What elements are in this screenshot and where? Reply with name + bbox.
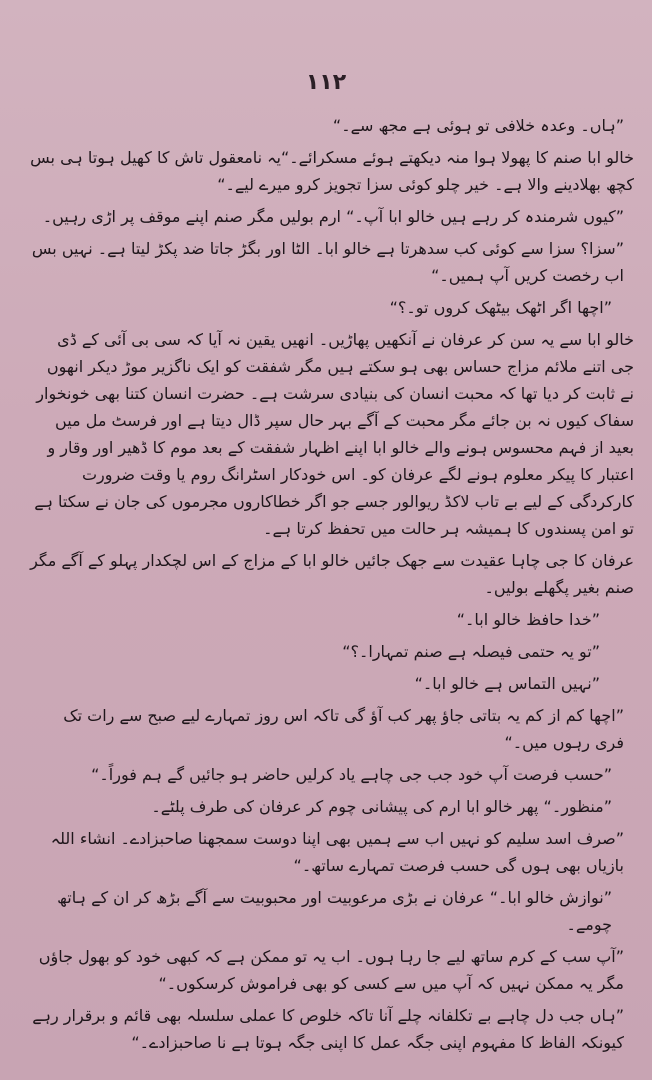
page-body-text (30, 112, 634, 1061)
paragraph-5: ”اچھا اگر اٹھک بیٹھک کروں تو۔؟“ (389, 298, 612, 317)
paragraph-12: ”حسب فرصت آپ خود جب جی چاہے یاد کرلیں حاضر ہو جائیں گے ہم فوراً۔“ (91, 765, 612, 784)
paragraph-11: ”اچھا کم از کم یہ بتاتی جاؤ پھر کب آؤ گی تاکہ اس روز تمہارے لیے صبح سے رات تک فری رہوں میں۔“ (63, 706, 624, 752)
paragraph-10: ”نہیں التماس ہے خالو ابا۔“ (414, 674, 600, 693)
paragraph-2: خالو ابا صنم کا پھولا ہوا منہ دیکھتے ہوئے مسکرائے۔“یہ نامعقول تاش کا کھیل ہوتا ہی بس کچھ بھلادینے والا ہے۔ خیر چلو کوئی سزا تجویز کرو میرے لیے۔“ (30, 148, 634, 194)
paragraph-13: ”منظور۔“ پھر خالو ابا ارم کی پیشانی چوم کر عرفان کی طرف پلٹے۔ (151, 797, 612, 816)
paragraph-6: خالو ابا سے یہ سن کر عرفان نے آنکھیں پھاڑیں۔ انھیں یقین نہ آیا کہ سی بی آئی کے ڈی جی اتنے ملائم مزاج حساس بھی ہو سکتے ہیں مگر شفقت کو ایک ناگزیر موڑ دیکر انھوں نے ثابت کر دیا تھا کہ محبت انسان کی بنیادی سرشت ہے۔ حضرت انسان کتنا بھی خونخوار سفاک کیوں نہ بن جائے مگر محبت کے آگے بہر حال سپر ڈال دیتا ہے اور فرسٹ مل میں بعید از فہم محسوس ہونے والے خالو ابا اپنے اظہار شفقت کے بعد موم کا ڈھیر اور وقار و اعتبار کا پیکر معلوم ہونے لگے عرفان کو۔ اس خودکار اسٹرانگ روم یا وقت ضرورت کارکردگی کے لیے بے تاب لاکڈ ریوالور جسے جو اگر خطاکاروں مجرموں کی جان نے سکتا ہے تو امن پسندوں کا ہمیشہ ہر حالت میں تحفظ کرتا ہے۔ (34, 330, 634, 538)
paragraph-17: ”ہاں جب دل چاہے بے تکلفانہ چلے آنا تاکہ خلوص کا عملی سلسلہ بھی قائم و برقرار رہے کیونکہ الفاظ کا مفہوم اپنی جگہ عمل کا اپنی جگہ ہوتا ہے نا صاحبزادے۔“ (32, 1006, 624, 1052)
page-number: ۱۱۲ (305, 70, 347, 95)
paragraph-1: ”ہاں۔ وعدہ خلافی تو ہوئی ہے مجھ سے۔“ (332, 116, 624, 135)
paragraph-4: ”سزا؟ سزا سے کوئی کب سدھرتا ہے خالو ابا۔ الٹا اور بگڑ جاتا ضد پکڑ لیتا ہے۔ نہیں بس اب رخصت کریں آپ ہمیں۔“ (31, 239, 624, 285)
paragraph-16: ”آپ سب کے کرم ساتھ لیے جا رہا ہوں۔ اب یہ تو ممکن ہے کہ کبھی خود کو بھول جاؤں مگر یہ ممکن نہیں کہ آپ میں سے کسی کو بھی فراموش کرسکوں۔“ (38, 947, 624, 993)
paragraph-8: ”خدا حافظ خالو ابا۔“ (456, 610, 600, 629)
paragraph-9: ”تو یہ حتمی فیصلہ ہے صنم تمہارا۔؟“ (342, 642, 600, 661)
paragraph-3: ”کیوں شرمندہ کر رہے ہیں خالو ابا آپ۔“ ارم بولیں مگر صنم اپنے موقف پر اڑی رہیں۔ (42, 207, 624, 226)
paragraph-14: ”صرف اسد سلیم کو نہیں اب سے ہمیں بھی اپنا دوست سمجھنا صاحبزادے۔ انشاء اللہ بازیاں بھی ہوں گی حسب فرصت تمہارے ساتھ۔“ (50, 829, 624, 875)
paragraph-7: عرفان کا جی چاہا عقیدت سے جھک جائیں خالو ابا کے مزاج کے اس لچکدار پہلو کے آگے مگر صنم بغیر پگھلے بولیں۔ (30, 551, 634, 597)
paragraph-15: ”نوازش خالو ابا۔“ عرفان نے بڑی مرعوبیت اور محبوبیت سے آگے بڑھ کر ان کے ہاتھ چومے۔ (57, 888, 612, 934)
